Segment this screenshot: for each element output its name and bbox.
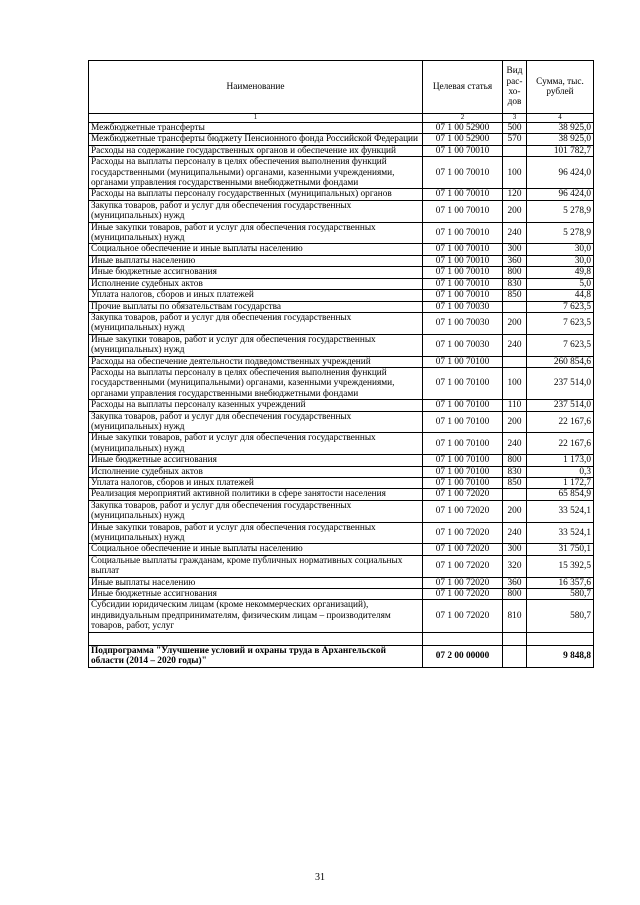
row-expense-type: 200 <box>503 411 527 433</box>
row-expense-type: 240 <box>503 222 527 244</box>
row-amount: 31 750,1 <box>527 544 594 555</box>
row-name: Реализация мероприятий активной политики в сфере занятости населения <box>89 489 423 500</box>
row-name: Иные бюджетные ассигнования <box>89 455 423 466</box>
row-target-code: 07 1 00 70010 <box>423 278 503 289</box>
row-name: Иные бюджетные ассигнования <box>89 589 423 600</box>
row-target-code: 07 1 00 70100 <box>423 411 503 433</box>
row-target-code: 07 1 00 70010 <box>423 157 503 189</box>
column-number: 4 <box>527 114 594 123</box>
table-row <box>89 589 594 600</box>
table-row <box>89 522 594 544</box>
row-name: Межбюджетные трансферты бюджету Пенсионного фонда Российской Федерации <box>89 134 423 145</box>
row-amount: 38 925,0 <box>527 123 594 134</box>
row-amount: 15 392,5 <box>527 555 594 577</box>
row-name: Иные выплаты населению <box>89 577 423 588</box>
row-target-code: 07 1 00 70010 <box>423 267 503 278</box>
row-amount: 30,0 <box>527 244 594 255</box>
row-amount: 1 172,7 <box>527 478 594 489</box>
row-expense-type: 200 <box>503 200 527 222</box>
row-amount: 580,7 <box>527 589 594 600</box>
table-row <box>89 356 594 367</box>
table-row <box>89 367 594 399</box>
table-row <box>89 411 594 433</box>
header-row <box>89 61 594 114</box>
row-expense-type <box>503 356 527 367</box>
table-row <box>89 334 594 356</box>
table-row <box>89 400 594 411</box>
row-expense-type <box>503 489 527 500</box>
row-target-code: 07 1 00 72020 <box>423 589 503 600</box>
row-target-code: 07 1 00 70010 <box>423 244 503 255</box>
row-expense-type <box>503 645 527 667</box>
row-expense-type: 120 <box>503 189 527 200</box>
row-amount: 7 623,5 <box>527 312 594 334</box>
row-target-code: 07 1 00 72020 <box>423 489 503 500</box>
row-name: Расходы на содержание государственных органов и обеспечение их функций <box>89 145 423 156</box>
row-target-code: 07 1 00 70010 <box>423 200 503 222</box>
table-row <box>89 489 594 500</box>
row-expense-type: 830 <box>503 278 527 289</box>
row-amount: 260 854,6 <box>527 356 594 367</box>
row-target-code: 07 1 00 70030 <box>423 301 503 312</box>
header-sum: Сумма, тыс. рублей <box>527 61 594 114</box>
row-target-code: 07 1 00 72020 <box>423 555 503 577</box>
row-name: Иные закупки товаров, работ и услуг для обеспечения государственных (муниципальных) нужд <box>89 433 423 455</box>
row-target-code: 07 1 00 72020 <box>423 544 503 555</box>
row-amount: 7 623,5 <box>527 301 594 312</box>
row-name: Исполнение судебных актов <box>89 466 423 477</box>
row-amount: 49,8 <box>527 267 594 278</box>
row-expense-type: 360 <box>503 577 527 588</box>
row-amount: 44,8 <box>527 290 594 301</box>
row-expense-type: 800 <box>503 589 527 600</box>
row-target-code: 07 1 00 70010 <box>423 145 503 156</box>
row-amount: 1 173,0 <box>527 455 594 466</box>
row-target-code: 07 1 00 70010 <box>423 222 503 244</box>
row-target-code: 07 1 00 70100 <box>423 455 503 466</box>
row-target-code: 07 1 00 70100 <box>423 400 503 411</box>
table-row <box>89 134 594 145</box>
table-row <box>89 157 594 189</box>
row-amount: 5 278,9 <box>527 222 594 244</box>
row-target-code: 07 1 00 70010 <box>423 290 503 301</box>
table-row <box>89 189 594 200</box>
column-number: 2 <box>423 114 503 123</box>
table-row <box>89 255 594 266</box>
row-target-code: 07 1 00 70100 <box>423 466 503 477</box>
row-amount: 22 167,6 <box>527 433 594 455</box>
row-name: Уплата налогов, сборов и иных платежей <box>89 290 423 301</box>
row-target-code: 07 1 00 72020 <box>423 600 503 632</box>
row-amount: 237 514,0 <box>527 400 594 411</box>
row-amount: 65 854,9 <box>527 489 594 500</box>
row-target-code: 07 2 00 00000 <box>423 645 503 667</box>
table-row <box>89 278 594 289</box>
table-row <box>89 123 594 134</box>
table-body <box>89 123 594 668</box>
row-amount: 33 524,1 <box>527 522 594 544</box>
row-amount: 96 424,0 <box>527 189 594 200</box>
table-row <box>89 500 594 522</box>
table-row <box>89 267 594 278</box>
column-number-row <box>89 114 594 123</box>
row-amount: 580,7 <box>527 600 594 632</box>
row-name: Субсидии юридическим лицам (кроме некоммерческих организаций), индивидуальным предпринимателям, физическим лицам – производителям товаров, работ, услуг <box>89 600 423 632</box>
row-target-code: 07 1 00 72020 <box>423 577 503 588</box>
row-name: Иные закупки товаров, работ и услуг для обеспечения государственных (муниципальных) нужд <box>89 222 423 244</box>
row-amount: 0,3 <box>527 466 594 477</box>
table-row <box>89 244 594 255</box>
column-number: 3 <box>503 114 527 123</box>
row-amount: 9 848,8 <box>527 645 594 667</box>
table-row <box>89 222 594 244</box>
row-name: Расходы на выплаты персоналу казенных учреждений <box>89 400 423 411</box>
column-number: 1 <box>89 114 423 123</box>
table-row <box>89 433 594 455</box>
row-amount <box>527 632 594 645</box>
row-target-code: 07 1 00 70010 <box>423 255 503 266</box>
row-name: Расходы на выплаты персоналу в целях обеспечения выполнения функций государственными (муниципальными) органами, казенными учреждениями, органами управления государственными внебюджетными фондами <box>89 367 423 399</box>
row-name: Исполнение судебных актов <box>89 278 423 289</box>
row-name: Прочие выплаты по обязательствам государства <box>89 301 423 312</box>
table-row <box>89 455 594 466</box>
row-expense-type: 800 <box>503 455 527 466</box>
row-expense-type: 200 <box>503 312 527 334</box>
row-amount: 30,0 <box>527 255 594 266</box>
row-name: Социальное обеспечение и иные выплаты населению <box>89 544 423 555</box>
row-name: Межбюджетные трансферты <box>89 123 423 134</box>
row-target-code: 07 1 00 52900 <box>423 123 503 134</box>
row-amount: 96 424,0 <box>527 157 594 189</box>
spacer-row <box>89 632 594 645</box>
row-expense-type: 800 <box>503 267 527 278</box>
row-expense-type: 300 <box>503 244 527 255</box>
row-target-code: 07 1 00 52900 <box>423 134 503 145</box>
row-name: Закупка товаров, работ и услуг для обеспечения государственных (муниципальных) нужд <box>89 500 423 522</box>
row-expense-type: 830 <box>503 466 527 477</box>
row-target-code: 07 1 00 70100 <box>423 478 503 489</box>
row-name: Расходы на выплаты персоналу в целях обеспечения выполнения функций государственными (муниципальными) органами, казенными учреждениями, органами управления государственными внебюджетными фондами <box>89 157 423 189</box>
row-amount: 22 167,6 <box>527 411 594 433</box>
row-expense-type: 810 <box>503 600 527 632</box>
row-amount: 101 782,7 <box>527 145 594 156</box>
table-row <box>89 478 594 489</box>
row-target-code: 07 1 00 70100 <box>423 367 503 399</box>
budget-table <box>88 60 594 668</box>
table-row <box>89 600 594 632</box>
row-target-code: 07 1 00 70030 <box>423 312 503 334</box>
table-row <box>89 301 594 312</box>
row-target-code: 07 1 00 70100 <box>423 356 503 367</box>
table-row <box>89 145 594 156</box>
table-row <box>89 290 594 301</box>
table-row <box>89 555 594 577</box>
table-row <box>89 312 594 334</box>
row-expense-type: 240 <box>503 334 527 356</box>
row-name: Расходы на обеспечение деятельности подведомственных учреждений <box>89 356 423 367</box>
row-amount: 5,0 <box>527 278 594 289</box>
row-name: Подпрограмма "Улучшение условий и охраны труда в Архангельской области (2014 – 2020 годы)" <box>89 645 423 667</box>
header-code: Целевая статья <box>423 61 503 114</box>
row-target-code: 07 1 00 70030 <box>423 334 503 356</box>
table-row <box>89 466 594 477</box>
row-expense-type <box>503 632 527 645</box>
row-name: Закупка товаров, работ и услуг для обеспечения государственных (муниципальных) нужд <box>89 312 423 334</box>
row-expense-type: 570 <box>503 134 527 145</box>
page-number: 31 <box>315 872 325 883</box>
table-row <box>89 200 594 222</box>
row-expense-type <box>503 145 527 156</box>
row-amount: 33 524,1 <box>527 500 594 522</box>
row-target-code: 07 1 00 70100 <box>423 433 503 455</box>
row-expense-type: 240 <box>503 522 527 544</box>
header-type: Вид рас-хо-дов <box>503 61 527 114</box>
row-expense-type: 360 <box>503 255 527 266</box>
row-expense-type: 500 <box>503 123 527 134</box>
header-name: Наименование <box>89 61 423 114</box>
row-expense-type: 100 <box>503 157 527 189</box>
row-amount: 5 278,9 <box>527 200 594 222</box>
row-name: Иные закупки товаров, работ и услуг для обеспечения государственных (муниципальных) нужд <box>89 522 423 544</box>
table-row <box>89 544 594 555</box>
row-expense-type: 200 <box>503 500 527 522</box>
row-amount: 16 357,6 <box>527 577 594 588</box>
row-name: Иные бюджетные ассигнования <box>89 267 423 278</box>
row-name: Социальные выплаты гражданам, кроме публичных нормативных социальных выплат <box>89 555 423 577</box>
table-row <box>89 577 594 588</box>
row-expense-type: 320 <box>503 555 527 577</box>
row-target-code: 07 1 00 72020 <box>423 500 503 522</box>
row-amount: 38 925,0 <box>527 134 594 145</box>
row-name: Расходы на выплаты персоналу государственных (муниципальных) органов <box>89 189 423 200</box>
row-name: Закупка товаров, работ и услуг для обеспечения государственных (муниципальных) нужд <box>89 200 423 222</box>
row-name <box>89 632 423 645</box>
row-amount: 7 623,5 <box>527 334 594 356</box>
row-expense-type: 300 <box>503 544 527 555</box>
row-target-code: 07 1 00 72020 <box>423 522 503 544</box>
row-amount: 237 514,0 <box>527 367 594 399</box>
row-expense-type: 850 <box>503 290 527 301</box>
subprogram-row <box>89 645 594 667</box>
row-target-code: 07 1 00 70010 <box>423 189 503 200</box>
row-name: Закупка товаров, работ и услуг для обеспечения государственных (муниципальных) нужд <box>89 411 423 433</box>
row-expense-type: 850 <box>503 478 527 489</box>
row-name: Социальное обеспечение и иные выплаты населению <box>89 244 423 255</box>
row-name: Иные закупки товаров, работ и услуг для обеспечения государственных (муниципальных) нужд <box>89 334 423 356</box>
row-expense-type: 240 <box>503 433 527 455</box>
row-expense-type <box>503 301 527 312</box>
row-name: Иные выплаты населению <box>89 255 423 266</box>
row-target-code <box>423 632 503 645</box>
row-name: Уплата налогов, сборов и иных платежей <box>89 478 423 489</box>
row-expense-type: 100 <box>503 367 527 399</box>
row-expense-type: 110 <box>503 400 527 411</box>
